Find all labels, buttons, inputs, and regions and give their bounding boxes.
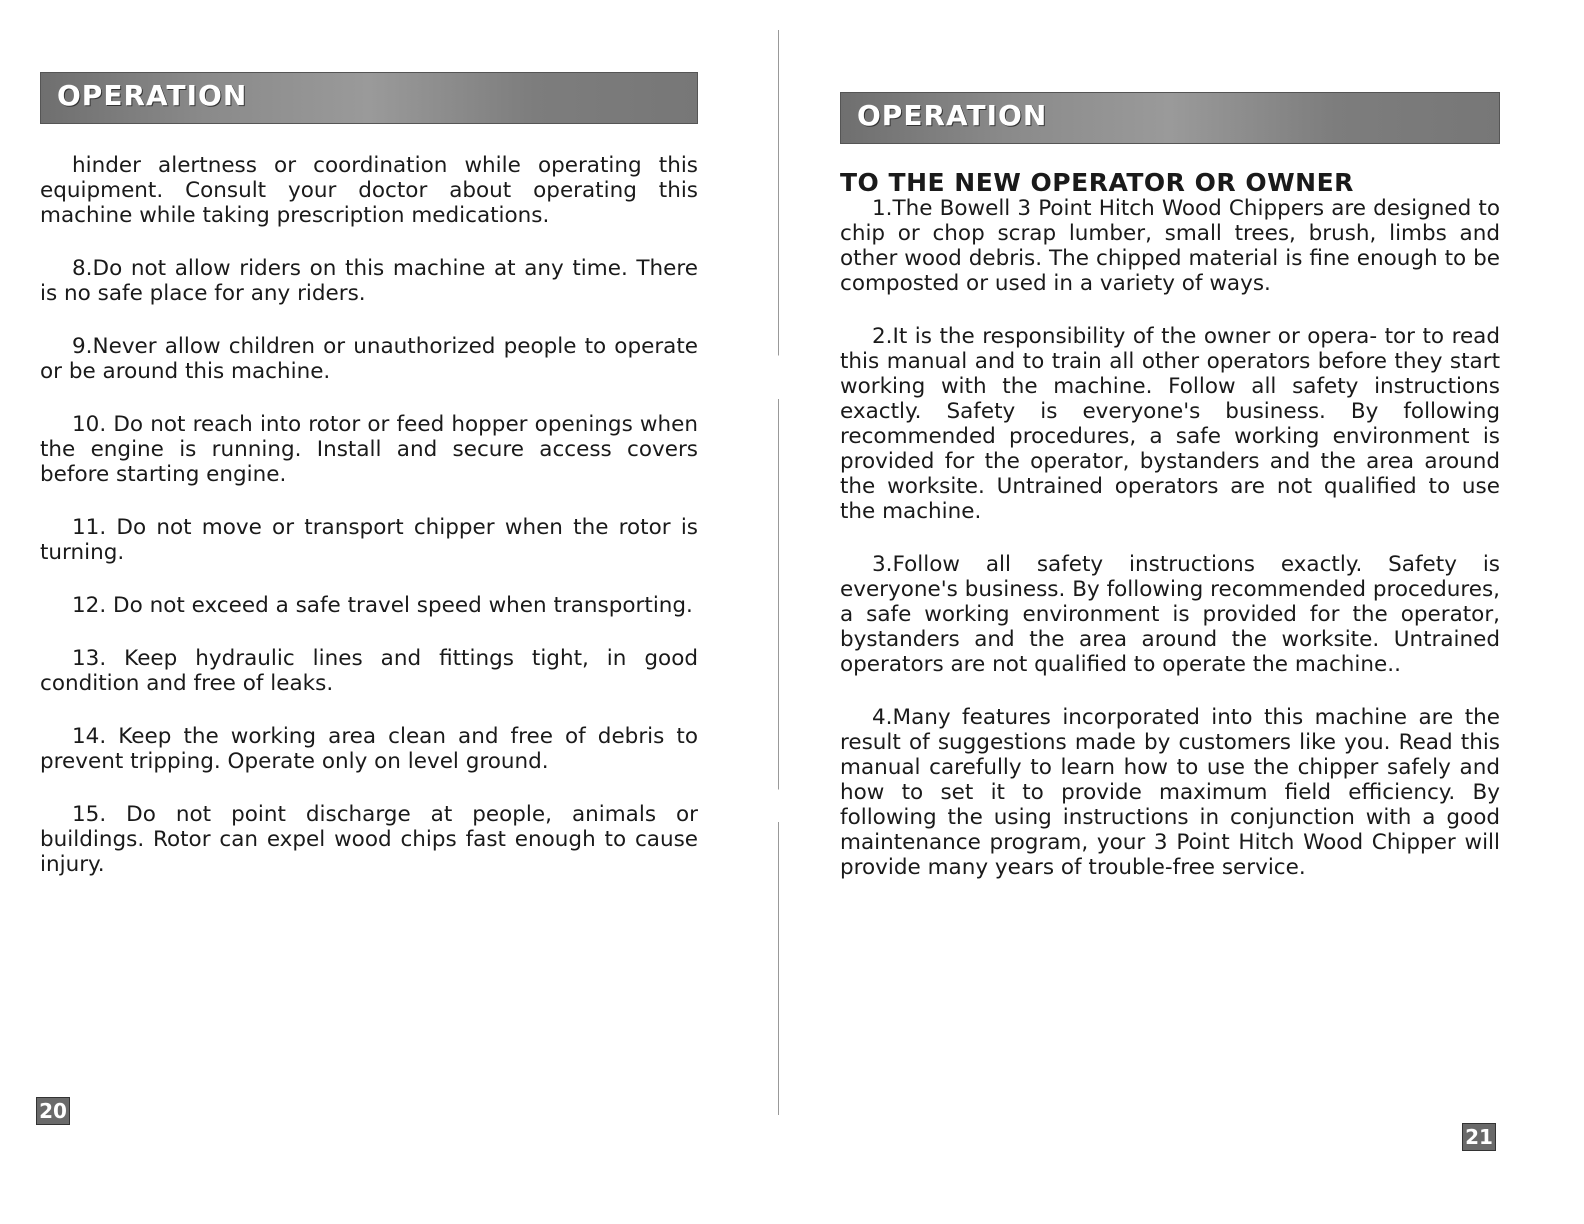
right-paragraph-4: 4.Many features incorporated into this machine are the result of suggestions made by customers like you. Read this manual carefully to learn how to use the chipper safely and how to set it to provide maximum field efficiency. By following the using instructions in conjunction with a good maintenance program, your 3 Point Hitch Wood Chipper will provide many years of trouble-free service.	[840, 705, 1500, 880]
left-paragraph-continued: hinder alertness or coordination while operating this equipment. Consult your doctor about operating this machine while taking prescription medications.	[40, 153, 698, 228]
section-heading: TO THE NEW OPERATOR OR OWNER	[840, 168, 1354, 197]
left-section-banner	[40, 72, 698, 124]
left-paragraph-12: 12. Do not exceed a safe travel speed when transporting.	[72, 593, 693, 618]
left-page-content	[40, 153, 698, 905]
right-section-banner	[840, 92, 1500, 144]
left-paragraph-13: 13. Keep hydraulic lines and fittings tight, in good condition and free of leaks.	[40, 646, 698, 696]
left-paragraph-14: 14. Keep the working area clean and free of debris to prevent tripping. Operate only on level ground.	[40, 724, 698, 774]
left-page-number: 20	[36, 1097, 70, 1125]
right-paragraph-2: 2.It is the responsibility of the owner or opera- tor to read this manual and to train all other operators before they start working with the machine. Follow all safety instructions exactly. Safety is everyone's business. By following recommended procedures, a safe working environment is provided for the operator, bystanders and the area around the worksite. Untrained operators are not qualified to use the machine.	[840, 324, 1500, 524]
right-paragraph-3: 3.Follow all safety instructions exactly. Safety is everyone's business. By following recommended procedures, a safe working environment is provided for the operator, bystanders and the area around the worksite. Untrained operators are not qualified to operate the machine..	[840, 552, 1500, 677]
left-paragraph-9: 9.Never allow children or unauthorized people to operate or be around this machine.	[40, 334, 698, 384]
right-page-content	[840, 196, 1500, 908]
left-paragraph-10: 10. Do not reach into rotor or feed hopper openings when the engine is running. Install and secure access covers before starting engine.	[40, 412, 698, 487]
left-paragraph-15: 15. Do not point discharge at people, animals or buildings. Rotor can expel wood chips fast enough to cause injury.	[40, 802, 698, 877]
right-page-number: 21	[1462, 1123, 1496, 1151]
right-paragraph-1: 1.The Bowell 3 Point Hitch Wood Chippers are designed to chip or chop scrap lumber, small trees, brush, limbs and other wood debris. The chipped material is fine enough to be composted or used in a variety of ways.	[840, 196, 1500, 296]
left-page	[0, 0, 780, 1224]
right-page	[790, 0, 1584, 1224]
left-paragraph-8: 8.Do not allow riders on this machine at any time. There is no safe place for any riders.	[40, 256, 698, 306]
left-paragraph-11: 11. Do not move or transport chipper when the rotor is turning.	[40, 515, 698, 565]
left-banner-title: OPERATION	[57, 79, 248, 112]
right-banner-title: OPERATION	[857, 99, 1048, 132]
